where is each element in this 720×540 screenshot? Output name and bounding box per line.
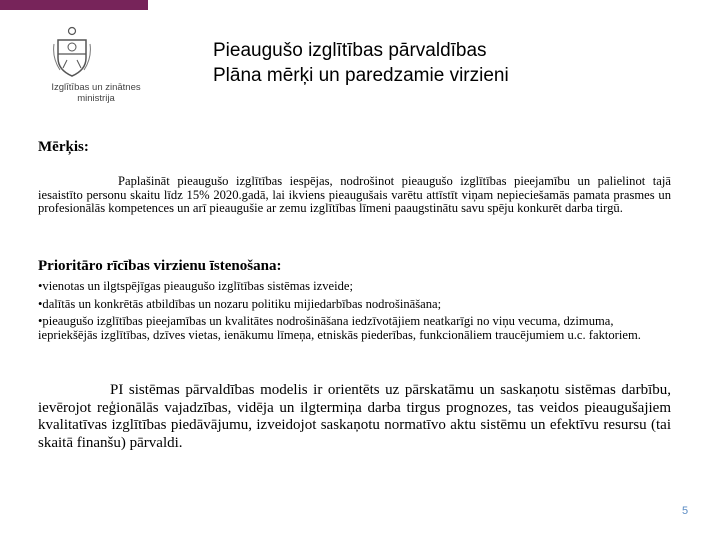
- goal-heading: Mērķis:: [38, 139, 89, 155]
- list-item: • vienotas un ilgtspējīgas pieaugušo izglītības sistēmas izveide;: [38, 280, 671, 294]
- slide-number: 5: [682, 505, 689, 517]
- coat-of-arms-icon: [52, 24, 92, 80]
- list-item: • pieaugušo izglītības pieejamības un kvalitātes nodrošināšana iedzīvotājiem neatkarīgi no viņu vecuma, dzimuma, iepriekšējās izglītības, dzīves vietas, ienākumu līmeņa, etniskās piederības, funkcionāliem traucējumiem u.c. faktoriem.: [38, 315, 671, 342]
- priorities-heading: Prioritāro rīcības virzienu īstenošana:: [38, 258, 282, 274]
- ministry-logo: [0, 0, 148, 125]
- goal-text: Paplašināt pieaugušo izglītības iespējas, nodrošinot pieaugušo izglītības pieejamību un palielinot tajā iesaistīto personu skaitu līdz 15% 2020.gadā, lai ikviens pieaugušais varētu attīstīt viņam nepieciešamās pamata prasmes un profesionālās kompetences un arī pieaugušie ar zemu izglītības līmeni paaugstinātu savu spēju konkurēt darba tirgū.: [38, 174, 671, 215]
- model-text: PI sistēmas pārvaldības modelis ir orientēts uz pārskatāmu un saskaņotu sistēmas darbību, ievērojot reģionālās vajadzības, vidēja un ilgtermiņa darba tirgus prognozes, tas veidos pieaugušajiem kvalitatīvas izglītības piedāvājumu, izveidojot saskaņotu normatīvo aktu sistēmu un efektīvu resursu (tai skaitā finanšu) pārvaldi.: [38, 382, 671, 451]
- logo-color-bar: [0, 0, 148, 10]
- list-item: • dalītās un konkrētās atbildības un nozaru politiku mijiedarbības nodrošināšana;: [38, 298, 671, 312]
- title-line-2: Plāna mērķi un paredzamie virzieni: [213, 65, 509, 86]
- page-title: [213, 38, 509, 88]
- ministry-name: Izglītības un zinātnes ministrija: [51, 82, 141, 104]
- priorities-list: [38, 280, 671, 346]
- title-line-1: Pieaugušo izglītības pārvaldības: [213, 40, 487, 61]
